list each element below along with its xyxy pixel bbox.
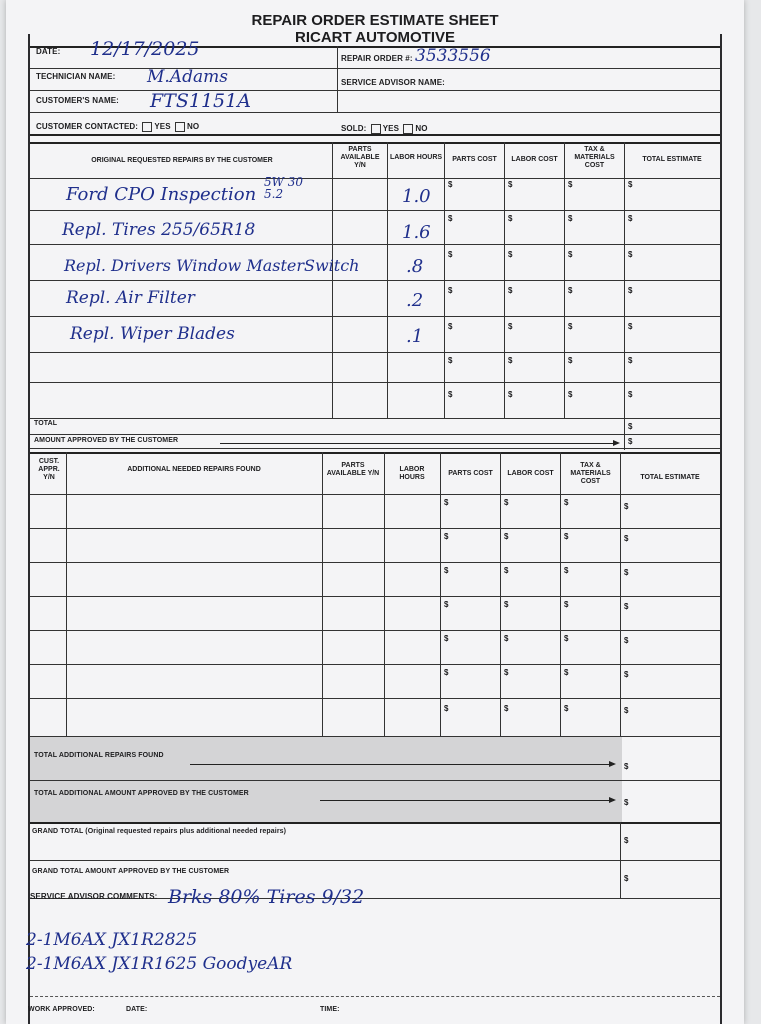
header-labor-cost: LABOR COST	[511, 156, 558, 163]
currency-sign: $	[448, 356, 453, 365]
currency-sign: $	[624, 636, 629, 645]
currency-sign: $	[444, 498, 449, 507]
currency-sign: $	[564, 668, 569, 677]
currency-sign: $	[568, 250, 573, 259]
repair-order-value[interactable]: 3533556	[415, 46, 491, 66]
comments-line-2[interactable]: 2-1M6AX JX1R2825	[26, 930, 198, 950]
repair-row-5[interactable]: Repl. Wiper Blades	[70, 324, 235, 344]
repair-order-label: REPAIR ORDER #:	[341, 54, 413, 63]
currency-sign: $	[628, 286, 633, 295]
divider	[384, 452, 385, 736]
currency-sign: $	[628, 437, 633, 446]
rule	[30, 996, 720, 997]
original-total-label: TOTAL	[34, 420, 58, 427]
work-time-label: TIME:	[320, 1006, 340, 1013]
currency-sign: $	[568, 356, 573, 365]
currency-sign: $	[568, 390, 573, 399]
contacted-no-checkbox[interactable]	[175, 122, 185, 132]
currency-sign: $	[504, 634, 509, 643]
no-label: NO	[415, 124, 428, 134]
currency-sign: $	[628, 250, 633, 259]
hours-row-5[interactable]: .1	[406, 326, 424, 347]
header-parts-cost: PARTS COST	[452, 156, 497, 163]
rule	[30, 448, 720, 449]
header-parts-available: PARTS AVAILABLE Y/N	[340, 146, 380, 169]
customer-label: CUSTOMER'S NAME:	[36, 96, 119, 105]
service-advisor-label: SERVICE ADVISOR NAME:	[341, 78, 445, 87]
rule	[30, 142, 720, 144]
estimate-form	[26, 12, 722, 1024]
currency-sign: $	[508, 286, 513, 295]
rule	[30, 90, 720, 91]
header-tax-materials: TAX & MATERIALS COST	[574, 146, 615, 169]
currency-sign: $	[628, 422, 633, 431]
currency-sign: $	[624, 602, 629, 611]
divider	[440, 452, 441, 736]
rule	[30, 316, 720, 317]
comments-line-3[interactable]: 2-1M6AX JX1R1625 GoodyeAR	[26, 954, 293, 974]
currency-sign: $	[504, 566, 509, 575]
repair-row-4[interactable]: Repl. Air Filter	[66, 288, 195, 308]
currency-sign: $	[444, 600, 449, 609]
hours-row-1[interactable]: 1.0	[402, 186, 431, 207]
arrow-icon	[190, 764, 614, 765]
header-original-repairs: ORIGINAL REQUESTED REPAIRS BY THE CUSTOMER	[91, 157, 273, 164]
currency-sign: $	[508, 322, 513, 331]
hours-row-4[interactable]: .2	[406, 290, 424, 311]
divider	[387, 142, 388, 418]
currency-sign: $	[628, 214, 633, 223]
currency-sign: $	[624, 762, 629, 771]
rule	[30, 494, 720, 495]
currency-sign: $	[624, 670, 629, 679]
technician-value[interactable]: M.Adams	[147, 67, 228, 87]
currency-sign: $	[564, 532, 569, 541]
currency-sign: $	[564, 704, 569, 713]
currency-sign: $	[504, 532, 509, 541]
rule	[30, 244, 720, 245]
rule	[30, 112, 720, 113]
grand-total-label: GRAND TOTAL (Original requested repairs plus additional needed repairs)	[32, 828, 287, 835]
currency-sign: $	[624, 874, 629, 883]
currency-sign: $	[564, 600, 569, 609]
repair-row-1[interactable]: Ford CPO Inspection	[66, 184, 257, 205]
repair-row-1-note: 5W 30 5.2	[264, 175, 304, 201]
rule	[30, 630, 720, 631]
rule	[30, 352, 720, 353]
currency-sign: $	[624, 706, 629, 715]
divider	[624, 142, 625, 450]
arrow-icon	[320, 800, 614, 801]
currency-sign: $	[448, 180, 453, 189]
header-add-parts-available: PARTS AVAILABLE Y/N	[326, 462, 380, 477]
rule	[30, 822, 720, 824]
rule	[30, 134, 720, 136]
currency-sign: $	[448, 390, 453, 399]
header-add-labor-cost: LABOR COST	[507, 470, 554, 477]
currency-sign: $	[504, 704, 509, 713]
divider	[337, 46, 338, 112]
comments-line-1[interactable]: Brks 80% Tires 9/32	[168, 886, 365, 908]
currency-sign: $	[628, 180, 633, 189]
no-label: NO	[187, 122, 200, 132]
header-cust-appr: CUST. APPR. Y/N	[38, 458, 60, 481]
paper-sheet	[6, 0, 744, 1024]
grand-approved-label: GRAND TOTAL AMOUNT APPROVED BY THE CUSTOMER	[32, 868, 230, 875]
currency-sign: $	[444, 532, 449, 541]
customer-value[interactable]: FTS1151A	[150, 90, 251, 112]
rule	[30, 528, 720, 529]
divider	[322, 452, 323, 736]
work-date-label: DATE:	[126, 1006, 148, 1013]
divider	[332, 142, 333, 418]
currency-sign: $	[504, 668, 509, 677]
currency-sign: $	[624, 502, 629, 511]
currency-sign: $	[448, 286, 453, 295]
divider	[504, 142, 505, 418]
rule	[30, 280, 720, 281]
hours-row-3[interactable]: .8	[406, 256, 424, 277]
rule	[30, 68, 720, 69]
currency-sign: $	[624, 836, 629, 845]
currency-sign: $	[564, 566, 569, 575]
currency-sign: $	[448, 322, 453, 331]
sold-yes-checkbox[interactable]	[371, 124, 381, 134]
currency-sign: $	[624, 568, 629, 577]
currency-sign: $	[568, 322, 573, 331]
divider	[66, 452, 67, 736]
rule	[30, 210, 720, 211]
rule	[30, 418, 720, 419]
rule	[30, 562, 720, 563]
date-value[interactable]: 12/17/2025	[90, 38, 200, 60]
currency-sign: $	[568, 214, 573, 223]
rule	[30, 664, 720, 665]
rule	[30, 736, 720, 737]
currency-sign: $	[444, 566, 449, 575]
currency-sign: $	[444, 668, 449, 677]
currency-sign: $	[568, 180, 573, 189]
header-labor-hours: LABOR HOURS	[389, 154, 443, 161]
totals-shaded-area	[30, 736, 622, 822]
contacted-label: CUSTOMER CONTACTED:	[36, 122, 139, 132]
rule	[30, 698, 720, 699]
currency-sign: $	[628, 356, 633, 365]
currency-sign: $	[508, 180, 513, 189]
currency-sign: $	[624, 798, 629, 807]
comments-label: SERVICE ADVISOR COMMENTS:	[30, 892, 158, 901]
divider	[444, 142, 445, 418]
currency-sign: $	[628, 322, 633, 331]
currency-sign: $	[628, 390, 633, 399]
yes-label: YES	[382, 124, 400, 134]
currency-sign: $	[508, 356, 513, 365]
currency-sign: $	[508, 250, 513, 259]
yes-label: YES	[154, 122, 171, 132]
amount-approved-label: AMOUNT APPROVED BY THE CUSTOMER	[34, 437, 179, 444]
rule	[30, 780, 720, 781]
currency-sign: $	[448, 214, 453, 223]
form-subtitle: RICART AUTOMOTIVE	[295, 29, 455, 46]
header-additional-repairs: ADDITIONAL NEEDED REPAIRS FOUND	[127, 466, 261, 473]
rule	[30, 382, 720, 383]
rule	[30, 434, 720, 435]
header-total-estimate: TOTAL ESTIMATE	[642, 156, 702, 163]
currency-sign: $	[508, 390, 513, 399]
date-label: DATE:	[36, 47, 61, 56]
currency-sign: $	[504, 498, 509, 507]
total-additional-found-label: TOTAL ADDITIONAL REPAIRS FOUND	[34, 752, 164, 759]
rule	[30, 452, 720, 454]
work-approved-label: WORK APPROVED:	[28, 1006, 95, 1013]
header-add-tax-materials: TAX & MATERIALS COST	[570, 462, 611, 485]
currency-sign: $	[568, 286, 573, 295]
divider	[500, 452, 501, 736]
customer-contacted	[36, 122, 199, 132]
currency-sign: $	[624, 534, 629, 543]
header-add-labor-hours: LABOR HOURS	[399, 466, 425, 481]
repair-row-3[interactable]: Repl. Drivers Window MasterSwitch	[64, 256, 360, 275]
rule	[30, 596, 720, 597]
currency-sign: $	[448, 250, 453, 259]
rule	[30, 860, 720, 861]
sold-field	[341, 124, 428, 134]
rule	[30, 178, 720, 179]
currency-sign: $	[444, 634, 449, 643]
header-add-parts-cost: PARTS COST	[448, 470, 493, 477]
currency-sign: $	[564, 634, 569, 643]
repair-row-2[interactable]: Repl. Tires 255/65R18	[62, 220, 256, 240]
currency-sign: $	[504, 600, 509, 609]
sold-label: SOLD:	[341, 124, 367, 134]
divider	[564, 142, 565, 418]
currency-sign: $	[444, 704, 449, 713]
technician-label: TECHNICIAN NAME:	[36, 72, 116, 81]
header-add-total-estimate: TOTAL ESTIMATE	[640, 474, 700, 481]
arrow-icon	[220, 443, 618, 444]
contacted-yes-checkbox[interactable]	[142, 122, 152, 132]
currency-sign: $	[508, 214, 513, 223]
currency-sign: $	[564, 498, 569, 507]
sold-no-checkbox[interactable]	[403, 124, 413, 134]
form-title: REPAIR ORDER ESTIMATE SHEET	[251, 12, 499, 29]
hours-row-2[interactable]: 1.6	[402, 222, 431, 243]
total-additional-approved-label: TOTAL ADDITIONAL AMOUNT APPROVED BY THE CUSTOMER	[34, 790, 249, 797]
divider	[560, 452, 561, 736]
